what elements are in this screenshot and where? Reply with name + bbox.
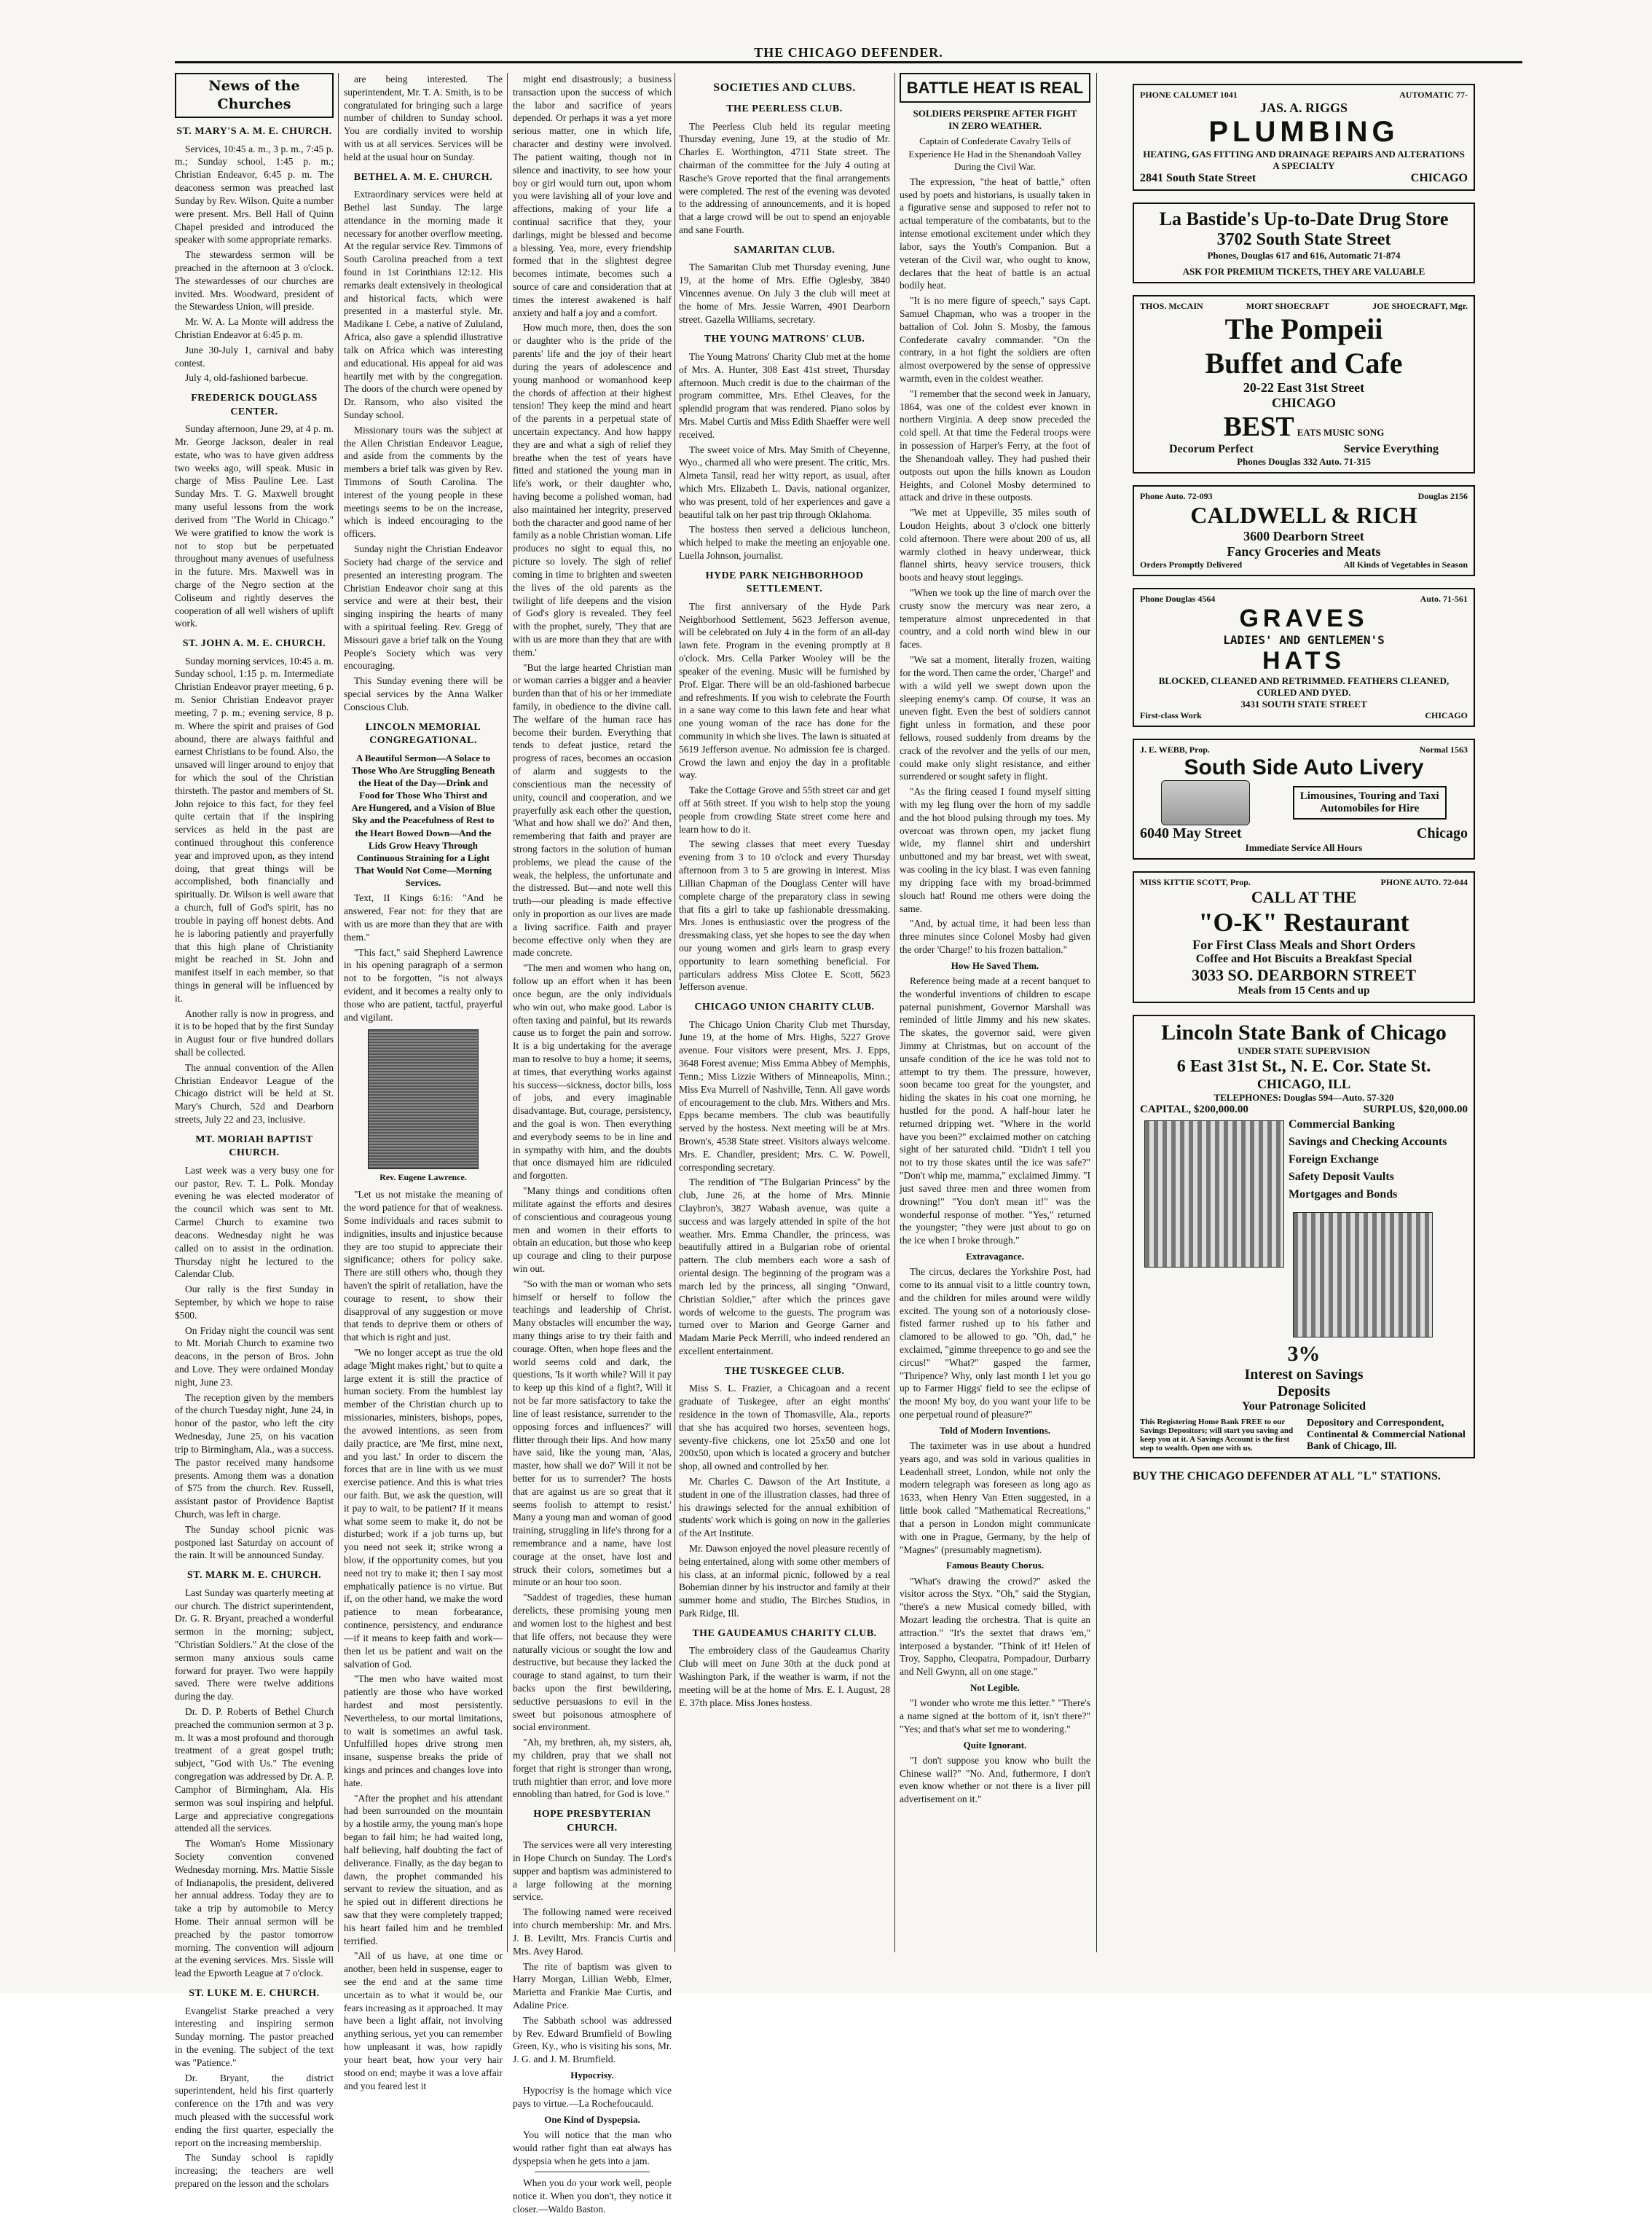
ad-address: 20-22 East 31st Street — [1243, 380, 1365, 395]
article-paragraph: Hypocrisy is the homage which vice pays to virtue.—La Rochefoucauld. — [513, 2085, 672, 2109]
cash-register-icon — [1144, 1120, 1284, 1268]
portrait-photo — [368, 1029, 479, 1169]
article-paragraph: The Samaritan Club met Thursday evening, June 19, at the home of Mrs. Effie Oglesby, 3840 Vincennes avenue. On July 3 the club will meet at the home of Mrs. Jessie Warren, 4901 Dearborn street. Gazella Williams, secretary. — [679, 262, 890, 325]
ad-labastide-drug — [1133, 203, 1475, 283]
ad-address: 6 East 31st St., N. E. Cor. State St. — [1176, 1057, 1431, 1076]
article-paragraph: On Friday night the council was sent to Mt. Moriah Church to examine two deacons, in the person of Bros. John and Love. They were ordained Monday night, June 23. — [175, 1324, 334, 1388]
ad-headline: Lincoln State Bank of Chicago — [1161, 1021, 1447, 1045]
ad-headline: The Pompeii — [1224, 313, 1383, 345]
column-rule — [674, 73, 675, 1952]
ad-phone: PHONE AUTO. 72-044 — [1380, 877, 1468, 887]
ad-pompeii-cafe — [1133, 295, 1475, 474]
article-paragraph: The services were all very interesting in Hope Church on Sunday. The Lord's supper and baptism was administered to a large following at the morning service. — [513, 1839, 672, 1903]
article-heading: HYDE PARK NEIGHBORHOOD SETTLEMENT. — [705, 570, 864, 595]
photo-caption: Rev. Eugene Lawrence. — [379, 1172, 467, 1183]
column-sermon-continued — [513, 73, 672, 2215]
article-paragraph: "All of us have, at one time or another, been held in suspense, eager to see the end and at the same time uncertain as to what it would be, our fears increasing as it approached. It may have been a light affair, not involving anything serious, yet you can remember how unpleasant it was, how rapidly your heart beat, how your very hair stood on end; maybe it was a love affair and you feared lest it — [344, 1950, 503, 2091]
bank-service-item: Savings and Checking Accounts — [1289, 1136, 1447, 1148]
ad-side: EATS MUSIC SONG — [1297, 427, 1385, 438]
ad-proprietor: MISS KITTIE SCOTT, Prop. — [1140, 877, 1251, 887]
article-heading: FREDERICK DOUGLASS CENTER. — [191, 393, 318, 417]
ad-line: This Registering Home Bank FREE to our Savings Depositors; will start you saving and keep you at it. A Savings Account is the first step to wealth. Open one with us. — [1140, 1418, 1294, 1453]
article-paragraph: "Ah, my brethren, ah, my sisters, ah, my children, pray that we shall not forget that right is stronger than wrong, truth mightier than error, and love more ennobling than hatred, for God is love." — [513, 1737, 672, 1800]
item-heading: One Kind of Dyspepsia. — [544, 2113, 640, 2125]
ad-lincoln-state-bank — [1133, 1015, 1475, 1458]
article-paragraph: The expression, "the heat of battle," often used by poets and historians, is usually taken in a figurative sense and supposed to refer not to actual temperature of the combatants, but to the intense emotional excitement under which they labor, says the Youth's Companion. But a veteran of the Civil war, who ought to know, declares that the heat of battle is an actual bodily heat. — [900, 176, 1090, 291]
article-paragraph: The annual convention of the Allen Christian Endeavor League of the Chicago district will be held at St. Mary's Church, 52d and Dearborn streets, July 22 and 23, inclusive. — [175, 1061, 334, 1125]
ad-phone: Phones, Douglas 617 and 616, Automatic 71-874 — [1207, 250, 1401, 261]
item-heading: Not Legible. — [970, 1682, 1020, 1693]
article-paragraph: The Chicago Union Charity Club met Thursday, June 19, at the home of Mrs. Highs, 5227 Grove avenue. Four visitors were present, Mrs. J. Epps, 3648 Forest avenue; Miss Emma Abbey of Memphis, Tenn.; Miss Lizzie Withers of Minneapolis, Minn.; Miss Eva Murrell of Nashville, Tenn. All gave words of encouragement to the club. Mrs. Withers and Mrs. Epps became members. The club was beautifully served by the hostess. Next meeting will be at Mrs. Brown's, 4538 State street. Visitors always welcome. Mrs. E. Chandler, president; Mrs. C. W. Powell, corresponding secretary. — [679, 1018, 890, 1173]
article-paragraph: "After the prophet and his attendant had been surrounded on the mountain by a hostile army, the young man's hope began to fail him; he had waited long, half believing, half doubting the fact of deliverance. Finally, as the day began to dawn, the prophet commanded his servant to review the situation, and as he spied out in different directions he saw that they were completely trapped; his heart failed him and he trembled terrified. — [344, 1792, 503, 1946]
article-paragraph: "But the large hearted Christian man or woman carries a bigger and a heavier burden than that of his or her immediate family, in obedience to the divine call. The welfare of the human race has become their burden. Everything that tends to defeat justice, retard the progress of races, becomes an occasion of alarm and suggests to the conscientious man the necessity of unity, council and cooperation, and we prayerfully ask each other the question, 'What and how shall we do?' And then, remembering that faith and prayer are strong factors in the solution of human problems, we plead the cause of the weak, the helpless, the unfortunate and the distressed. But—and note well this truth—our pleading is made effective only in proportion as our lives are made a living sacrifice. Faith and prayer become effective only when they are made concrete. — [513, 661, 672, 959]
ad-line: First-class Work — [1140, 710, 1202, 720]
ad-headline: Buffet and Cafe — [1205, 347, 1403, 380]
advertisements-column — [1133, 84, 1475, 1941]
ad-address: 3600 Dearborn Street — [1243, 529, 1364, 543]
article-heading: CHICAGO UNION CHARITY CLUB. — [694, 1002, 875, 1013]
article-heading: ST. LUKE M. E. CHURCH. — [189, 1988, 320, 2000]
ad-surplus: SURPLUS, $20,000.00 — [1363, 1104, 1468, 1115]
article-paragraph: Another rally is now in progress, and it is to be hoped that by the first Sunday in August four or five hundred dollars shall be collected. — [175, 1007, 334, 1058]
article-paragraph: Take the Cottage Grove and 55th street car and get off at 56th street. If you wish to help stop the young people from crowding State street come here and learn how to do it. — [679, 785, 890, 835]
article-paragraph: When you do your work well, people notice it. When you don't, they notice it closer.—Waldo Baston. — [513, 2177, 672, 2215]
article-paragraph: "We no longer accept as true the old adage 'Might makes right,' but to quite a large extent it is still the practice of human society. From the humblest lay member of the Christian church up to missionaries, ministers, bishops, popes, the avowed intentions, as seen from daily practice, are 'Me first, mine next, and you last.' In order to discern the forces that are in line with us we must exercise patience. And this is what tries our faith. But, we ask the question, will it pay to wait, to be patient? If it means what some seem to make it, do not be disturbed; work if a job turns up, but you need not seek it; strike wrong a blow, if the opportunity comes, but you need not try to make it; then I say most emphatically patience is no virtue. But if, on the other hand, we make the word patience to mean forbearance, continence, persistency, and endurance—if it means to keep faith and work—then let us be patient and wait on the salvation of God. — [344, 1347, 503, 1670]
article-paragraph: might end disastrously; a business transaction upon the success of which the labor and sacrifice of years depended. Or perhaps it was a yet more serious matter, one in which life, character and destiny were involved. The patient waiting, though not in silence and inactivity, to see how your boy or girl would turn out, upon whom you were lavishing all of your love and affections, making of your life a continual sacrifice that they, your darlings, might be blessed and become a blessing. Yea, more, every friendship formed that in the slightest degree becomes intimate, becomes such a source of care and consideration that at times the interest awakened is half anxiety and half a joy and a comfort. — [513, 74, 672, 318]
article-heading: THE TUSKEGEE CLUB. — [724, 1365, 845, 1377]
ad-slogan: Decorum Perfect — [1169, 443, 1254, 455]
article-paragraph: "The men and women who hang on, follow up an effort when it has been once begun, are the only individuals who win out, who make good. Labor is often taxing and painful, but its rewards cause us to forget the pain and sorrow. It is a big undertaking for the average man to resolve to buy a home; it seems, at times, that everything works against his success—sickness, doctor bills, loss of jobs, and every imaginable disadvantage. But, courage, persistency, and the goal is won. Then everything and everybody seems to be in line and in sympathy with him, and the doubts that once dismayed him are ridiculed and forgotten. — [513, 962, 672, 1182]
article-heading: ST. MARY'S A. M. E. CHURCH. — [176, 126, 332, 138]
ad-address: 3702 South State Street — [1216, 230, 1391, 249]
ad-phone: Auto. 71-561 — [1420, 594, 1468, 604]
column-rule — [894, 73, 895, 1952]
article-paragraph: "What's drawing the crowd?" asked the visitor across the Styx. "Oh," said the Stygian, "there's a new Musical comedy billed, with Mozart leading the orchestra. That is quite an attraction." "It's the sextet that draws 'em," interposed a bystander. "Think of it! Helen of Troy, Sappho, Cleopatra, Pompadour, Durbarry and Nell Gwynn, all on one stage." — [900, 1575, 1090, 1678]
article-paragraph: Miss S. L. Frazier, a Chicagoan and a recent graduate of Tuskegee, after an eight months' residence in the town of Thomasville, Ala., reports that she has acquired two horses, seventeen hogs, seventy-five chickens, one lot 25x50 and one lot 200x50, upon which is located a grocery and butcher shop, all owned and controlled by her. — [679, 1383, 890, 1472]
article-paragraph: Sunday afternoon, June 29, at 4 p. m. Mr. George Jackson, dealer in real estate, who was to have given address two weeks ago, will speak. Music in charge of Miss Pauline Lee. Last Sunday Mrs. T. G. Maxwell brought many useful lessons from the work derived from "The World in Chicago." We were gratified to know the work is not to stop but be perpetuated throughout many avenues of usefulness in the future. Mrs. Maxwell was in charge of the Negro section at the Coliseum and rightly deserves the cooperation of all well wishers of uplift work. — [175, 423, 334, 629]
item-heading: Hypocrisy. — [570, 2070, 614, 2081]
article-heading: SAMARITAN CLUB. — [733, 244, 835, 256]
masthead: THE CHICAGO DEFENDER. — [175, 45, 1522, 63]
article-paragraph: "And, by actual time, it had been less than three minutes since Colonel Mosby had given the order 'Charge!' to his frozen battalion." — [900, 918, 1090, 955]
ad-percent: 3% — [1287, 1342, 1321, 1366]
ad-city: CHICAGO — [1410, 172, 1468, 184]
ad-line: Deposits — [1277, 1383, 1331, 1399]
article-paragraph: The Sunday school picnic was postponed last Saturday on account of the rain. It will be announced Sunday. — [175, 1523, 334, 1561]
article-paragraph: "I wonder who wrote me this letter." "There's a name signed at the bottom of it, isn't there?" "Yes; and that's what set me to wondering." — [900, 1697, 1090, 1734]
ad-phone: Normal 1563 — [1419, 744, 1468, 755]
article-paragraph: Missionary tours was the subject at the Allen Christian Endeavor League, and aside from the comments by the members a brief talk was given by Rev. Timmons of South Carolina. The interest of the young people in these meetings seems to be on the increase, which is indeed encouraging to the officers. — [344, 424, 503, 540]
ad-line: Your Patronage Solicited — [1241, 1400, 1366, 1412]
ad-city: CHICAGO — [1271, 396, 1336, 410]
article-paragraph: Reference being made at a recent banquet to the wonderful inventions of children to escape paternal punishment, Governor Marshall was reminded of little Jimmy and his new skates. The skates, the governor said, were given Jimmy at Christmas, but on account of the unsafe condition of the ice he was told not to attempt to try them. The pressure, however, soon became too great for the youngster, and hiding the skates in his coat one morning, he hustled for the pond. A half-hour later he returned dripping wet. "Where in the world have you been?" exclaimed mother on catching sight of her saturated child. "Didn't I tell you not to try those skates until the ice was safe?" "Don't whip me, mamma," exclaimed Jimmy. "I just saved three men and three women from drowning!" "You don't mean it!" was the wonderful response of mother. "Yes," returned the youngster; "they were just about to go on the ice when I broke through." — [900, 975, 1090, 1246]
article-paragraph: June 30-July 1, carnival and baby contest. — [175, 344, 334, 369]
column-rule — [1096, 73, 1097, 1952]
article-paragraph: Mr. Dawson enjoyed the novel pleasure recently of being entertained, along with some other members of his class, at an informal picnic, followed by a real Bohemian dinner by his instructor and family at their summer home and studio, The Birches Studios, in Park Ridge, Ill. — [679, 1543, 890, 1619]
article-heading: MT. MORIAH BAPTIST CHURCH. — [195, 1133, 313, 1159]
ad-headline: GRAVES — [1239, 605, 1369, 632]
column-battle-heat — [900, 73, 1090, 1952]
ad-ok-restaurant — [1133, 871, 1475, 1003]
ad-phone: Douglas 332 Auto. 71-315 — [1268, 456, 1371, 467]
article-paragraph: The first anniversary of the Hyde Park Neighborhood Settlement, 5623 Jefferson avenue, will be celebrated on July 4 in the form of an all-day lawn fete. Program in the evening promptly at 8 o'clock. Mrs. Cella Parker Wooley will be the speaker of the evening. Music will be furnished by Prof. Elgar. There will be an old-fashioned barbecue and refreshments. If you wish to celebrate the Fourth in a sane way come to this lawn fete and hear what one young woman of the race has done for the community in which she lives. The lawn is situated at 5619 Jefferson avenue. No admission fee is charged. Crowd the lawn and enjoy the day in a profitable way. — [679, 600, 890, 781]
ad-line: BLOCKED, CLEANED AND RETRIMMED. FEATHERS CLEANED, CURLED AND DYED. — [1158, 675, 1450, 698]
ad-line: Automobiles for Hire — [1320, 803, 1420, 814]
article-paragraph: The sweet voice of Mrs. May Smith of Cheyenne, Wyo., charmed all who were present. The critic, Mrs. Almeta Tansil, read her witty report, as usual, after which Mrs. Elizabeth L. Davis, national organizer, who was present, told of her experiences and gave a beautiful talk on her past trip through Oklahoma. — [679, 444, 890, 520]
ad-proprietor: J. E. WEBB, Prop. — [1140, 744, 1210, 755]
ad-phone: AUTOMATIC 77- — [1399, 90, 1468, 100]
ad-line: ASK FOR PREMIUM TICKETS, THEY ARE VALUABLE — [1182, 266, 1425, 277]
article-paragraph: The circus, declares the Yorkshire Post, had come to its annual visit to a little country town, and the children for miles around were wildly excited. The young son of a notoriously close-fisted farmer rushed up to his father and clamored to be allowed to go. "Oh, dad," he exclaimed, "gimme threepence to go and see the circus!" "What?" gasped the farmer, "Thripence? Why, only last month I let you go up to Farmer Higgs' field to see the eclipse of the moon! My boy, do you want your life to be one perpetual round of pleasure?" — [900, 1266, 1090, 1421]
article-heading: ST. JOHN A. M. E. CHURCH. — [182, 638, 326, 650]
section-title: SOCIETIES AND CLUBS. — [713, 82, 856, 94]
article-paragraph: "So with the man or woman who sets himself or herself to follow the teachings and leadership of Christ. Many obstacles will encumber the way, many things arise to try their faith and courage. Often, when hope flees and the world seems cold and dark, the questions, 'Is it worth while? Will it pay to keep up this kind of a fight?, Will it not be far more satisfactory to take the line of least resistance, surrender to the opposing forces and influences?' will flitter through their lips. And how many have said, like the young man, 'Alas, master, how shall we do?' Will it not be better for us to surrender? The hosts that are against us are so great that it seems foolish to attempt to resist.' Many a young man and woman of good training, struggling in life's throng for a remembrance and a name, have lost courage at the onset, have lost and struck their colors, sometimes but a minute or an hour too soon. — [513, 1278, 672, 1588]
ad-address: 3033 SO. DEARBORN STREET — [1191, 966, 1417, 984]
ad-phone: PHONE CALUMET 1041 — [1140, 90, 1238, 100]
ad-phone: TELEPHONES: Douglas 594—Auto. 57-320 — [1214, 1092, 1394, 1103]
article-paragraph: Extraordinary services were held at Bethel last Sunday. The large attendance in the morning made it necessary for another overflow meeting. At the regular service Rev. Timmons of South Carolina preached from a text found in 1st Corinthians 12:12. His remarks dealt extensively in theological and historical facts, which were presented in a masterful style. Mr. Madikane I. Cebe, a native of Zululand, Africa, also gave a splendid illustrative talk on Africa which was interesting and educational. His appeal for aid was heartily met with by the congregation. The doors of the church were opened by Dr. Ransom, who also visited the Sunday school. — [344, 189, 503, 420]
article-paragraph: The sewing classes that meet every Tuesday evening from 3 to 10 o'clock and every Thursday afternoon from 3 to 5 are growing in interest. Miss Lillian Chapman of the Douglass Center will have complete charge of the preparatory class in sewing that fits a girl to take up fashionable dressmaking. Mrs. Jones is enthusiastic over the progress of the dressmaking class, yet she hopes to see the day when our young women and girls learn to grasp every opportunity to learn something beneficial. For particulars address Miss Clotee E. Scott, 5623 Jefferson avenue. — [679, 838, 890, 993]
ad-line: Coffee and Hot Biscuits a Breakfast Special — [1195, 953, 1412, 965]
article-paragraph: Dr. Bryant, the district superintendent, held his first quarterly conference on the 17th and was very much pleased with the successful work ending the first quarter, especially the report on the increasing membership. — [175, 2072, 334, 2148]
bank-service-item: Commercial Banking — [1289, 1118, 1395, 1131]
ad-line: Meals from 15 Cents and up — [1238, 985, 1370, 997]
footer-notice: BUY THE CHICAGO DEFENDER AT ALL "L" STATIONS. — [1133, 1470, 1441, 1482]
article-paragraph: The Sabbath school was addressed by Rev. Edward Brumfield of Bowling Green, Ky., who is visiting his sons, Mr. J. G. and J. M. Brumfield. — [513, 2014, 672, 2065]
article-paragraph: How much more, then, does the son or daughter who is the pride of the parents' life and the joy of their heart during the years of adolescence and young manhood or womanhood keep the chords of affection at their highest tension! They keep the mind and heart of the parents in a perpetual state of uncertain expectancy. And how happy they are and what a sigh of relief they breathe when the test of years have fitted and stationed the young man in life's work, or their daughter who, having become a polished woman, had also maintained her integrity, preserved both the character and good name of her family as a noble Christian woman. Life produces no sight to equal this, no picture so lovely. The sigh of relief coming in time to brighten and sweeten the lives of the old parents as the twilight of life deepens and the vision of God's glory is revealed. They feel with the prophet, surely, 'They that are with us are more than they that are with them.' — [513, 322, 672, 658]
bank-service-item: Foreign Exchange — [1289, 1153, 1379, 1166]
cash-register-icon — [1293, 1212, 1433, 1337]
article-paragraph: The Woman's Home Missionary Society convention convened Wednesday morning. Mrs. Mattie Sissle of Indianapolis, the president, delivered her annual address. Today they are to take a trip by automobile to Mercy Home. Their annual sermon will be preached by the pastor tomorrow morning. The convention will adjourn at the evening services. Mrs. Sissle will lead the Epworth League at 7 o'clock. — [175, 1838, 334, 1979]
ad-address: 3431 SOUTH STATE STREET — [1240, 699, 1367, 710]
ad-line: LADIES' AND GENTLEMEN'S — [1223, 633, 1385, 647]
ad-line: For First Class Meals and Short Orders — [1192, 938, 1415, 952]
ad-city: CHICAGO, ILL — [1256, 1077, 1351, 1091]
article-paragraph: The hostess then served a delicious luncheon, which helped to make the meeting an enjoyable one. Luella Johnson, journalist. — [679, 524, 890, 562]
article-heading: THE YOUNG MATRONS' CLUB. — [704, 334, 865, 345]
ad-line: HEATING, GAS FITTING AND DRAINAGE REPAIRS AND ALTERATIONS A SPECIALTY — [1143, 149, 1465, 171]
article-paragraph: "It is no mere figure of speech," says Capt. Samuel Chapman, who was a trooper in the battalion of Col. John S. Mosby, the famous Confederate cavalry commander. "On the contrary, in a hot fight the soldiers are often almost overpowered by the sense of oppressive warmth, even in the coldest weather. — [900, 295, 1090, 384]
article-paragraph: The reception given by the members of the church Tuesday night, June 24, in honor of the pastor, who left the city Wednesday, June 25, on his vacation trip to Birmingham, Ala., was a success. The pastor received many handsome presents. Among them was a donation of $75 from the church. Rev. Russell, assistant pastor of Providence Baptist Church, was left in charge. — [175, 1391, 334, 1520]
item-heading: Famous Beauty Chorus. — [946, 1560, 1044, 1571]
article-paragraph: The taximeter was in use about a hundred years ago, and was sold in various qualities in Leadenhall street, London, while not only the modern telegraph was foreseen as long ago as 1633, when Henry Van Etten suggested, in a little book called "Mathematical Recreations," that a person in London might communicate with one in Prague, Germany, by the help of "Magnes" (presumably magnetism). — [900, 1440, 1090, 1555]
article-paragraph: The embroidery class of the Gaudeamus Charity Club will meet on June 30th at the duck pond at Washington Park, if the weather is warm, if not the meeting will be at the home of Mrs. E. I. August, 28 E. 37th place. Miss Jones hostess. — [679, 1645, 890, 1708]
item-heading: How He Saved Them. — [951, 959, 1039, 971]
column-rule — [338, 73, 339, 1952]
ad-line: CALL AT THE — [1251, 888, 1357, 906]
article-paragraph: "I don't suppose you know who built the Chinese wall?" "No. And, futhermore, I don't even know whether or not there is a liver pill advertisement on it." — [900, 1754, 1090, 1805]
ad-phone: Phone Auto. 72-093 — [1140, 491, 1213, 501]
article-paragraph: "Saddest of tragedies, these human derelicts, these promising young men and women lost to the highest and best that life offers, not because they were naturally vicious or sought the low and destructive, but because they lacked the courage to stand against, to turn their backs upon the first bewildering, seductive persuasions to evil in the sweet but poisonous atmosphere of social environment. — [513, 1592, 672, 1733]
ad-webb-auto-livery — [1133, 739, 1475, 860]
bank-service-item: Mortgages and Bonds — [1289, 1188, 1398, 1201]
article-paragraph: "When we took up the line of march over the crusty snow the mercury was near zero, a temperature almost unprecedented in that country, and a cold north wind blew in our faces. — [900, 587, 1090, 651]
ad-headline: "O-K" Restaurant — [1198, 908, 1409, 937]
article-paragraph: The stewardess sermon will be preached in the afternoon at 3 o'clock. The stewardesses of our churches are invited. Mrs. Woodward, president of the Stewardess Union, will preside. — [175, 249, 334, 313]
ad-graves-hats — [1133, 588, 1475, 727]
ad-proprietor: JOE SHOECRAFT, Mgr. — [1372, 301, 1468, 311]
article-paragraph: "Let us not mistake the meaning of the word patience for that of weakness. Some individuals and races submit to indignities, insults and injustice because they are too stupid to appreciate their significance; others for policy sake. There are still others who, though they haven't the spirit of retaliation, have the courage to resent, to show their disapproval of any suggestion or move that tends to deprive them or others of that which is right and just. — [344, 1189, 503, 1343]
ad-line: Limousines, Touring and Taxi — [1299, 790, 1439, 802]
column-rule — [507, 73, 508, 1952]
article-subheading: A Beautiful Sermon—A Solace to Those Who Are Struggling Beneath the Heat of the Day—Drink and Food for Those Who Thirst and Are Hungered, and a Vision of Blue Sky and the Peacefulness of Rest to the Heart Bowed Down—And the Lids Grow Heavy Through Continuous Straining for a Light That Would Not Come—Morning Services. — [351, 752, 495, 889]
ad-address: 6040 May Street — [1140, 825, 1242, 841]
article-heading: LINCOLN MEMORIAL CONGREGATIONAL. — [365, 721, 481, 747]
ad-headline: CALDWELL & RICH — [1190, 502, 1417, 528]
article-paragraph: The Peerless Club held its regular meeting Thursday evening, June 19, at the studio of Mr. Charles E. Worthington, 4711 State street. The chairman of the committee for the July 4 outing at Rasche's Grove reported that the final arrangements were completed. The rest of the evening was devoted to the addressing of announcements, and it is hoped that a large crowd will be out to spend an enjoyable and sane Fourth. — [679, 120, 890, 236]
ad-caldwell-rich — [1133, 485, 1475, 576]
ad-line: UNDER STATE SUPERVISION — [1238, 1045, 1370, 1056]
article-paragraph: Last Sunday was quarterly meeting at our church. The district superintendent, Dr. G. R. Bryant, preached a wonderful sermon in the morning; subject, "Christian Soldiers." At the close of the sermon many anxious souls came forward for prayer. Two were happily saved. There were twelve additions during the day. — [175, 1587, 334, 1702]
article-paragraph: "The men who have waited most patiently are those who have worked hardest and most persistently. Nevertheless, to our mortal limitations, to wait is sometimes an awful task. Unfulfilled hopes drive strong men insane, suspense breaks the pride of kings and princes and changes love into hate. — [344, 1673, 503, 1788]
ad-proprietor: JAS. A. RIGGS — [1259, 101, 1348, 115]
article-paragraph: This Sunday evening there will be special services by the Anna Walker Conscious Club. — [344, 675, 503, 712]
article-paragraph: Mr. W. A. La Monte will address the Christian Endeavor at 6:45 p. m. — [175, 316, 334, 340]
article-paragraph: Our rally is the first Sunday in September, by which we hope to raise $500. — [175, 1284, 334, 1321]
item-heading: Quite Ignorant. — [963, 1739, 1027, 1751]
article-title: BATTLE HEAT IS REAL — [900, 73, 1090, 103]
ad-line: Immediate Service All Hours — [1245, 842, 1363, 853]
article-subheading: SOLDIERS PERSPIRE AFTER FIGHT IN ZERO WEATHER. — [913, 108, 1077, 132]
article-heading: BETHEL A. M. E. CHURCH. — [353, 171, 493, 183]
article-heading: THE GAUDEAMUS CHARITY CLUB. — [692, 1627, 877, 1639]
ad-proprietor: MORT SHOECRAFT — [1246, 301, 1330, 311]
ad-line: Fancy Groceries and Meats — [1227, 544, 1381, 559]
article-paragraph: "We sat a moment, literally frozen, waiting for the word. Then came the order, 'Charge!' and with a wild yell we swept down upon the sleeping enemy's camp. Of course, it was an uneven fight. Even the best of soldiers cannot fight unless in formation, and these poor fellows, roused suddenly from dreams by the crack of the revolver and the yells of our men, could make only slight resistance, and either surrendered or sought safety in flight. — [900, 654, 1090, 782]
article-paragraph: Sunday night the Christian Endeavor Society had charge of the service and presented an interesting program. The Christian Endeavor choir sang at this service and were at their best, their singing inspiring the hearts of many with a spiritual feeling. Rev. Gregg of Missouri gave a brief talk on the Young People's Society which was very encouraging. — [344, 543, 503, 672]
article-paragraph: Services, 10:45 a. m., 3 p. m., 7:45 p. m.; Sunday school, 1:45 p. m.; Christian Endeavor, 6:45 p. m. The deaconess sermon was preached last Sunday by Rev. Wilson. Quite a number were present. Mrs. Bell Hall of Quinn Chapel presided and introduced the speaker with some appropriate remarks. — [175, 143, 334, 245]
section-title: News of the Churches — [175, 73, 334, 118]
article-paragraph: Sunday morning services, 10:45 a. m. Sunday school, 1:15 p. m. Intermediate Christian Endeavor prayer meeting, 6 p. m. Senior Christian Endeavor prayer meeting, 7 p. m.; evening service, 8 p. m. Where the spirit and praises of God abound, there are always faithful and earnest Christians to be found. Also, the unsaved will linger around to enjoy that for which the soul of the Christian thirsteth. The pastor and members of St. John rejoice to this fact, for they feel quite certain that if the inspiring services as held in the past are continued throughout this conference year and improved upon, as they intend doing, that great things will be accomplished, both financially and spiritually. Dr. Wilson is well aware that a church, full of God's spirit, has no trouble in paying off honest debts. And he is laboring patiently and prayerfully that this high plane of Christianity might be reached in St. John and manifest itself in each member, so that things in general will be influenced by it. — [175, 655, 334, 1004]
article-paragraph: July 4, old-fashioned barbecue. — [185, 372, 309, 384]
article-paragraph: "This fact," said Shepherd Lawrence in his opening paragraph of a sermon not to be forgotten, "is not always evident, and it becomes a realty only to those who are patient, tactful, prayerful and vigilant. — [344, 946, 503, 1023]
article-paragraph: Evangelist Starke preached a very interesting and inspiring sermon Sunday morning. The pastor preached in the evening. The subject of the text was "Patience." — [175, 2005, 334, 2068]
ad-headline: PLUMBING — [1208, 116, 1399, 148]
article-paragraph: The Sunday school is rapidly increasing; the teachers are well prepared on the lesson and the scholars — [175, 2152, 334, 2190]
article-paragraph: "Many things and conditions often militate against the efforts and desires of conscientious and courageous young men and women in their efforts to obtain an education, but those who keep up courage and cling to their purpose win out. — [513, 1185, 672, 1274]
article-paragraph: "I remember that the second week in January, 1864, was one of the coldest ever known in northern Virginia. A deep snow preceded the cold spell. At that time the Federal troops were in possession of Harper's Ferry, at the foot of the Shenandoah valley. They had pushed their outposts out upon the hills known as Loudon Heights, and Colonel Mosby determined to attack and drive in these outposts. — [900, 388, 1090, 503]
ad-line: Interest on Savings — [1244, 1367, 1364, 1383]
article-paragraph: Mr. Charles C. Dawson of the Art Institute, a student in one of the illustration classes, had three of his drawings selected for the annual exhibition of students' work which is going on now in the galleries of the Art Institute. — [679, 1475, 890, 1539]
article-paragraph: Text, II Kings 6:16: "And he answered, Fear not: for they that are with us are more than they that are with them." — [344, 892, 503, 943]
ad-city: Chicago — [1417, 825, 1468, 841]
article-paragraph: The Young Matrons' Charity Club met at the home of Mrs. A. Hunter, 308 East 41st street, Thursday afternoon. Much credit is due to the chairman of the program committee, Mrs. Ethel Cleaves, for the splendid program that was rendered. Piano solos by Mrs. Mabel Curtis and Miss Edith Shaeffer were well received. — [679, 350, 890, 440]
ad-headline: South Side Auto Livery — [1184, 755, 1424, 779]
column-societies-clubs — [679, 73, 890, 1952]
article-paragraph: Dr. D. P. Roberts of Bethel Church preached the communion sermon at 3 p. m. It was a most profound and thorough treatment of a great gospel truth; subject, "God with Us." The evening congregation was addressed by Dr. A. P. Camphor of Birmingham, Ala. His sermon was soul inspiring and helpful. Large and appreciative congregations attended all the services. — [175, 1706, 334, 1834]
ad-headline: La Bastide's Up-to-Date Drug Store — [1159, 208, 1449, 229]
article-paragraph: You will notice that the man who would rather fight than eat always has dyspepsia when he gets into a jam. — [513, 2129, 672, 2166]
ad-slogan: Service Everything — [1343, 443, 1439, 455]
column-churches — [175, 73, 334, 2190]
ad-riggs-plumbing — [1133, 84, 1475, 191]
ad-best: BEST — [1223, 412, 1294, 442]
article-paragraph: Last week was a very busy one for our pastor, Rev. T. L. Polk. Monday evening he was elected moderator of the council which was sent to Mt. Carmel Church to examine two deacons. Wednesday night he was called on to assist in the ordination. Thursday night he lectured to the Calendar Club. — [175, 1164, 334, 1280]
article-heading: HOPE PRESBYTERIAN CHURCH. — [533, 1809, 651, 1834]
ad-line: All Kinds of Vegetables in Season — [1343, 559, 1468, 570]
ad-line: Depository and Correspondent, Continental & Commercial National Bank of Chicago, Ill. — [1307, 1418, 1466, 1452]
ad-city: CHICAGO — [1425, 710, 1468, 720]
automobile-icon — [1161, 780, 1250, 825]
item-heading: Told of Modern Inventions. — [940, 1424, 1050, 1436]
bank-service-item: Safety Deposit Vaults — [1289, 1171, 1394, 1183]
article-paragraph: The following named were received into church membership: Mr. and Mrs. J. B. Leviltt, Mrs. Francis Curtis and Mrs. Avey Harod. — [513, 1906, 672, 1957]
article-paragraph: The rendition of "The Bulgarian Princess" by the club, June 26, at the home of Mrs. Minnie Claybron's, 3827 Wabash avenue, was quite a success and was largely attended in spite of the hot weather. Mrs. Emma Chandler, the princess, was beautifully attired in a Bulgarian robe of oriental pattern. The club members each wore a sash of oriental design. The beginning of the program was a march led by the princess, all singing "Onward, Christian Soldier," after which the princes gave words of welcome to the guests. The program was turned over to Marion and George Garner and Madam Marie Peck Merrill, who indeed rendered an excellent entertainment. — [679, 1176, 890, 1356]
article-paragraph: "As the firing ceased I found myself sitting with my leg flung over the horn of my saddle and the hot blood pulsing through my toes. My overcoat was thrown open, my jacket flung wide, my flannel shirt and undershirt unbuttoned and my bar breast, wet with sweat, was cooling in the icy blast. I was even fanning my dripping face with my broad-brimmed slouch hat! Round me others were doing the same. — [900, 786, 1090, 914]
ad-proprietor: THOS. McCAIN — [1140, 301, 1203, 311]
ad-address: 2841 South State Street — [1140, 172, 1256, 184]
ad-line: Orders Promptly Delivered — [1140, 559, 1243, 570]
ad-capital: CAPITAL, $200,000.00 — [1140, 1104, 1248, 1115]
article-heading: THE PEERLESS CLUB. — [726, 103, 843, 115]
article-paragraph: are being interested. The superintendent, Mr. T. A. Smith, is to be congratulated for bringing such a large number of children to Sunday school. You are cordially invited to worship with us at all services. Services will be held at the usual hour on Sunday. — [344, 74, 503, 162]
ad-phone: Phone Douglas 4564 — [1140, 594, 1216, 604]
article-paragraph: The rite of baptism was given to Harry Morgan, Lillian Webb, Elmer, Marietta and Frankie Mae Curtis, and Adaline Price. — [513, 1960, 672, 2011]
article-paragraph: "We met at Uppeville, 35 miles south of Loudon Heights, about 3 o'clock one bitterly cold afternoon. There were about 200 of us, all warmly clothed in heavy underwear, thick flannel shirts, heavy service trousers, thick boots and heavy stout leggings. — [900, 507, 1090, 584]
ad-phone: Douglas 2156 — [1417, 491, 1468, 501]
ad-headline: HATS — [1262, 647, 1346, 675]
article-subheading: Captain of Confederate Cavalry Tells of Experience He Had in the Shenandoah Valley During the Civil War. — [908, 135, 1082, 172]
article-heading: ST. MARK M. E. CHURCH. — [186, 1570, 322, 1582]
item-heading: Extravagance. — [966, 1250, 1024, 1262]
column-bethel-lincoln — [344, 73, 503, 2091]
ad-phone: Phones — [1237, 456, 1266, 467]
